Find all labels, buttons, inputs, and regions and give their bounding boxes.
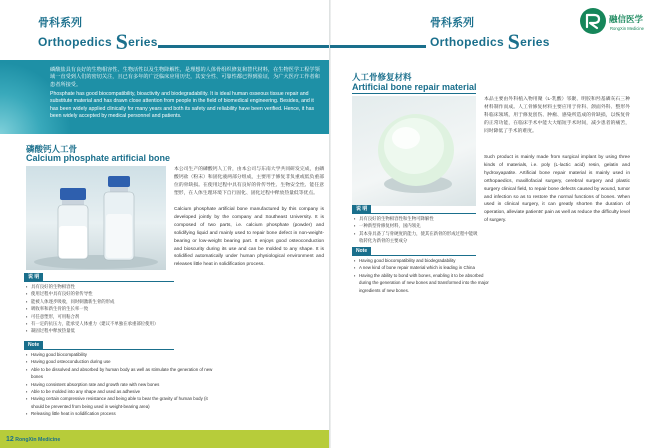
left-note-label: Note (24, 341, 43, 349)
list-item: ▪ 吸收率和新生骨的生长率一致 (26, 305, 196, 312)
right-product-title-en: Artificial bone repair material (352, 82, 477, 92)
list-item: ▪ 能被人体逐步吸收，同时刺激新生骨的形成 (26, 298, 196, 305)
vials-photo (26, 166, 166, 270)
list-item: ▪ 一种新型骨修复材料，国内领先 (354, 222, 480, 229)
bone-disc-illustration (352, 96, 476, 206)
vials-illustration (26, 166, 166, 270)
logo-text-cn: 融信医学 (609, 14, 644, 24)
list-item: ▪ 使用过程中具有良好的骨传导性 (26, 290, 196, 297)
list-item: ▪ 凝固过程中释放热量低 (26, 327, 196, 334)
left-note-list (26, 351, 216, 418)
logo-glyph (580, 8, 606, 34)
left-product-title-en: Calcium phosphate artificial bone (26, 153, 171, 163)
bone-disc-photo (352, 96, 476, 206)
list-item: ▪ Able to be molded into any shape and used as adhesive (26, 388, 216, 395)
footer-brand: RongXin Medicine (15, 437, 61, 443)
logo-text-en: RongXin Medicine (610, 26, 644, 31)
left-body-en: Calcium phosphate artificial bone manufactured by this company is developed jointly by the company and Southeast University. It is composed of two parts, i.e. calcium phosphate (powder) and solidifying liquid and mainly used to repair bone defect in non-weight-bearing or low-weight bearing part. It enjoys good osteoconduction and bioscurity during its use and can be molded to any shape. It is solidified automatically under human physiological environment and releases little heat in solidification process. (174, 207, 324, 268)
list-item: ▪ Having good biocompatibility (26, 351, 216, 358)
list-item: ▪ Having consistent absorption rate and growth rate with new bones (26, 381, 216, 388)
list-item: ▪ 具有良好的生物相容性和生物可降解性 (354, 215, 480, 222)
left-desc-label: 说 明 (24, 273, 43, 281)
right-series-title-cn: 骨科系列 (430, 17, 474, 29)
right-title-rule (352, 93, 476, 94)
list-item: ▪ 具有良好的生物相容性 (26, 283, 196, 290)
right-note-label: Note (352, 247, 371, 255)
left-series-title-cn: 骨科系列 (38, 17, 82, 29)
left-footer (6, 436, 60, 443)
list-item: ▪ 其本身具备了与骨硬度的能力，使其在新骨的形成过程中能吸收转化为新骨的主要成分 (354, 230, 480, 245)
list-item: ▪ Having good biocompatibility and biodegradability (354, 257, 494, 264)
right-desc-rule (352, 213, 476, 214)
right-desc-list (354, 215, 480, 245)
list-item: ▪ 有一定的抗压力，能承受人体重力（建议不单独在承重部位使用） (26, 320, 196, 327)
list-item: ▪ 可任意塑形，可用粘合剂 (26, 313, 196, 320)
right-note-list (354, 257, 494, 294)
list-item: ▪ Having certain compressive resistance and being able to bear the gravity of human body (it should be prevented from being used in weight-bearing area) (26, 395, 216, 410)
right-body-en: Such product is mainly made from surgical implant by using three kinds of materials, i.e. poly (L-lactic acid) resin, gelatin and hydroxyapatite. Artificial bone repair material is mainly used in orthopaedics, maxillofacial surgery, cerebral surgery and plastic surgery clinical field, to repair bone defects caused by wound, tumor and infection so as to restore the normal functions of bones. When used in clinical surgery, it can greatly shorten the duration of operation, alleviate patients' pain as well as reduce the difficulty level of surgery. (484, 155, 630, 224)
list-item: ▪ Releasing little heat in solidification process (26, 410, 216, 417)
list-item: ▪ Able to be dissolved and absorbed by human body as well as stimulate the generation of new bones (26, 366, 216, 381)
list-item: ▪ Having the ability to bond with bones, enabling it to be absorbed during the generation of new bones and transformed into the major ingredients of new bones. (354, 272, 494, 294)
left-body-cn: 本公司生产的磷酸钙人工骨，由本公司与东南大学共同研发完成，由磷酸钙盐（粉末）和固化液两部分组成，主要用于修复非负重或低负重部位的骨缺损。在使用过程中具有良好的骨传导性、生物安全性、能任意塑形，在人体生理环境下自行固化、固化过程中释放热量低等优点。 (174, 167, 324, 196)
page-number: 12 (6, 436, 14, 443)
left-product-title-cn: 磷酸钙人工骨 (26, 144, 78, 154)
left-series-title-en: Orthopedics Series (38, 29, 158, 54)
right-product-title-cn: 人工骨修复材料 (352, 72, 412, 82)
list-item: ▪ A new kind of bone repair material which is leading in China (354, 264, 494, 271)
intro-text-cn: 磷酸盐具有良好的生物相容性、生物活性以及生物降解性，是理想的人体骨组织修复和替代材料，在生物医学工程学领域一直受到人们的密切关注，且已有多年的广泛临床应用历史，其安全性、可靠性都已得到验证，为广大医疗工作者和患者所接受。 (50, 67, 320, 88)
left-note-rule (24, 349, 174, 350)
right-body-cn: 本品主要由外科植入物用聚（L-乳酸）邻聚、明胶和羟基磷灰石三种材料制作而成。人工骨修复材料主要应用于骨科、颌面外科、整形外科临床领域，用于修复创伤、肿瘤、感染所造成的骨缺损，以恢复骨的正常功能，在临床手术中能大大缩短手术时间，减少患者的痛苦，同时降低了手术的难度。 (484, 97, 630, 134)
intro-text-en: Phosphate has good biocompatibility, bioactivity and biodegradability. It is ideal human osseous tissue repair and substitute material and has drawn close attention from people in the field of biomedical engineering. Besides, and it has been widely applied clinically for many years and both its safety and reliability have been verified. Hence, it has been widely accepted by medical personnel and patients. (50, 91, 315, 120)
left-header-rule (158, 45, 330, 48)
list-item: ▪ Having good osteoconduction during use (26, 358, 216, 365)
company-logo-icon (580, 8, 606, 34)
left-desc-rule (24, 281, 174, 282)
right-series-title-en: Orthopedics Series (430, 29, 550, 54)
right-note-rule (352, 255, 476, 256)
right-header-rule (330, 45, 426, 48)
right-desc-label: 说 明 (352, 205, 371, 213)
left-desc-list (26, 283, 196, 335)
